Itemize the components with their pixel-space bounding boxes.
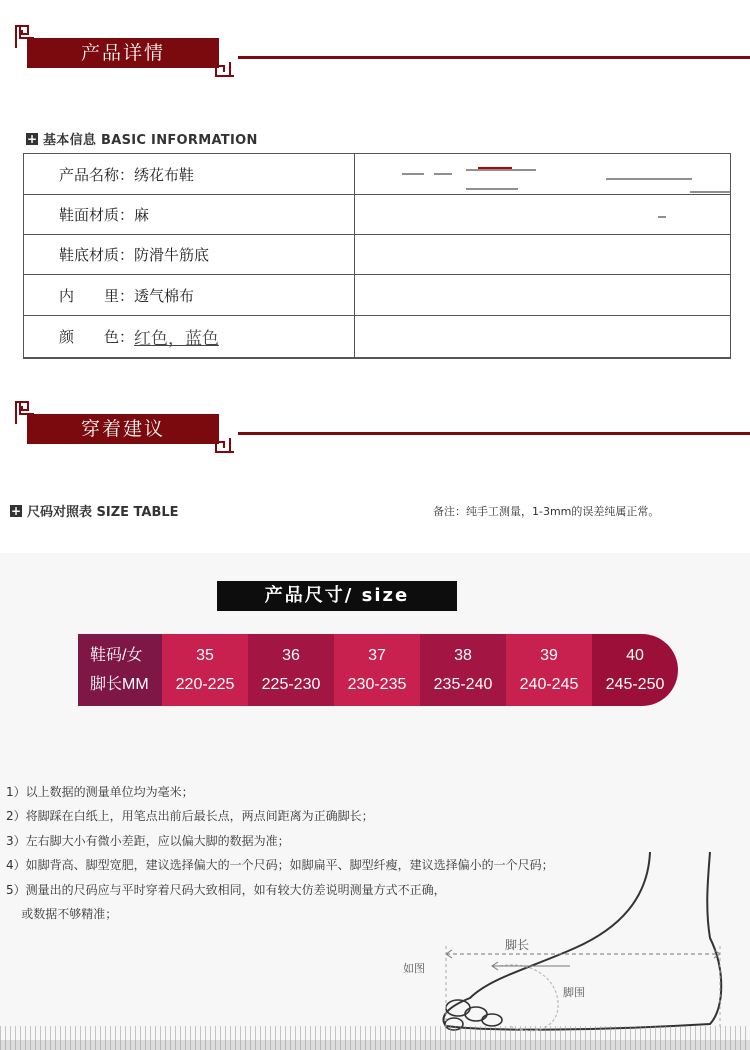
length-value: 240-245 [519, 676, 579, 693]
length-value: 220-225 [175, 676, 235, 693]
info-value: 防滑牛筋底 [134, 246, 210, 264]
size-column [334, 634, 420, 706]
size-chart-title: 产品尺寸/ size [217, 581, 457, 611]
size-column [162, 634, 248, 706]
info-row-sole [24, 235, 730, 275]
info-label: 颜 色： [59, 328, 135, 346]
ornament-icon [200, 48, 236, 78]
info-label: 鞋面材质： [59, 206, 135, 224]
length-header-label: 脚长MM [90, 676, 149, 693]
info-value: 绣花布鞋 [134, 165, 195, 184]
length-value: 225-230 [261, 676, 321, 693]
note-item: 3）左右脚大小有微小差距，应以偏大脚的数据为准； [6, 833, 290, 848]
info-label: 产品名称： [59, 165, 135, 184]
size-table-heading [10, 501, 179, 520]
ruler-icon [0, 1026, 750, 1050]
note-item: 1）以上数据的测量单位均为毫米； [6, 785, 194, 799]
size-value: 36 [282, 647, 300, 664]
length-value: 230-235 [347, 676, 407, 693]
info-value: 红色，蓝色 [134, 329, 220, 349]
size-header-label: 鞋码/女 [90, 647, 143, 664]
example-label: 如图 [403, 962, 425, 975]
plus-icon: + [10, 503, 22, 518]
info-label: 鞋底材质： [59, 246, 135, 264]
foot-girth-label: 脚围 [563, 986, 585, 999]
ornament-icon [200, 424, 236, 454]
section-title-wearing-advice: 穿着建议 [27, 414, 219, 444]
info-row-color [24, 316, 730, 358]
size-chart-table [78, 634, 678, 706]
size-column [420, 634, 506, 706]
plus-icon: + [26, 131, 38, 146]
size-value: 40 [626, 647, 644, 664]
basic-info-heading [26, 129, 258, 148]
foot-length-label: 脚长 [505, 938, 530, 952]
scribble-marks [356, 154, 730, 234]
size-header-column [78, 634, 162, 706]
section-divider [238, 432, 750, 435]
basic-info-heading-label: 基本信息 BASIC INFORMATION [43, 133, 258, 148]
size-column [592, 634, 678, 706]
note-item: 4）如脚背高、脚型宽肥，建议选择偏大的一个尺码；如脚扁平、脚型纤瘦，建议选择偏小的一个尺码； [6, 858, 554, 873]
section-divider [238, 56, 750, 59]
section-title-product-details: 产品详情 [27, 38, 219, 68]
note-item: 或数据不够精准； [6, 907, 118, 922]
size-column [506, 634, 592, 706]
info-row-lining [24, 275, 730, 316]
leg-outline [443, 852, 721, 1030]
basic-info-table [23, 153, 731, 359]
length-value: 235-240 [433, 676, 493, 693]
size-column [248, 634, 334, 706]
measurement-remark: 备注：纯手工测量，1-3mm的误差纯属正常。 [433, 505, 660, 518]
info-label: 内 里： [59, 286, 135, 305]
note-item: 2）将脚踩在白纸上，用笔点出前后最长点，两点间距离为正确脚长； [6, 809, 374, 824]
size-value: 39 [540, 647, 558, 664]
length-value: 245-250 [605, 676, 665, 693]
size-value: 35 [196, 647, 214, 664]
size-value: 37 [368, 647, 386, 664]
info-value: 麻 [134, 206, 150, 224]
size-table-heading-label: 尺码对照表 SIZE TABLE [27, 505, 179, 520]
info-value: 透气棉布 [134, 286, 195, 305]
size-value: 38 [454, 647, 472, 664]
foot-measurement-diagram [380, 848, 750, 1038]
note-item: 5）测量出的尺码应与平时穿着尺码大致相同，如有较大仿差说明测量方式不正确， [6, 882, 446, 897]
